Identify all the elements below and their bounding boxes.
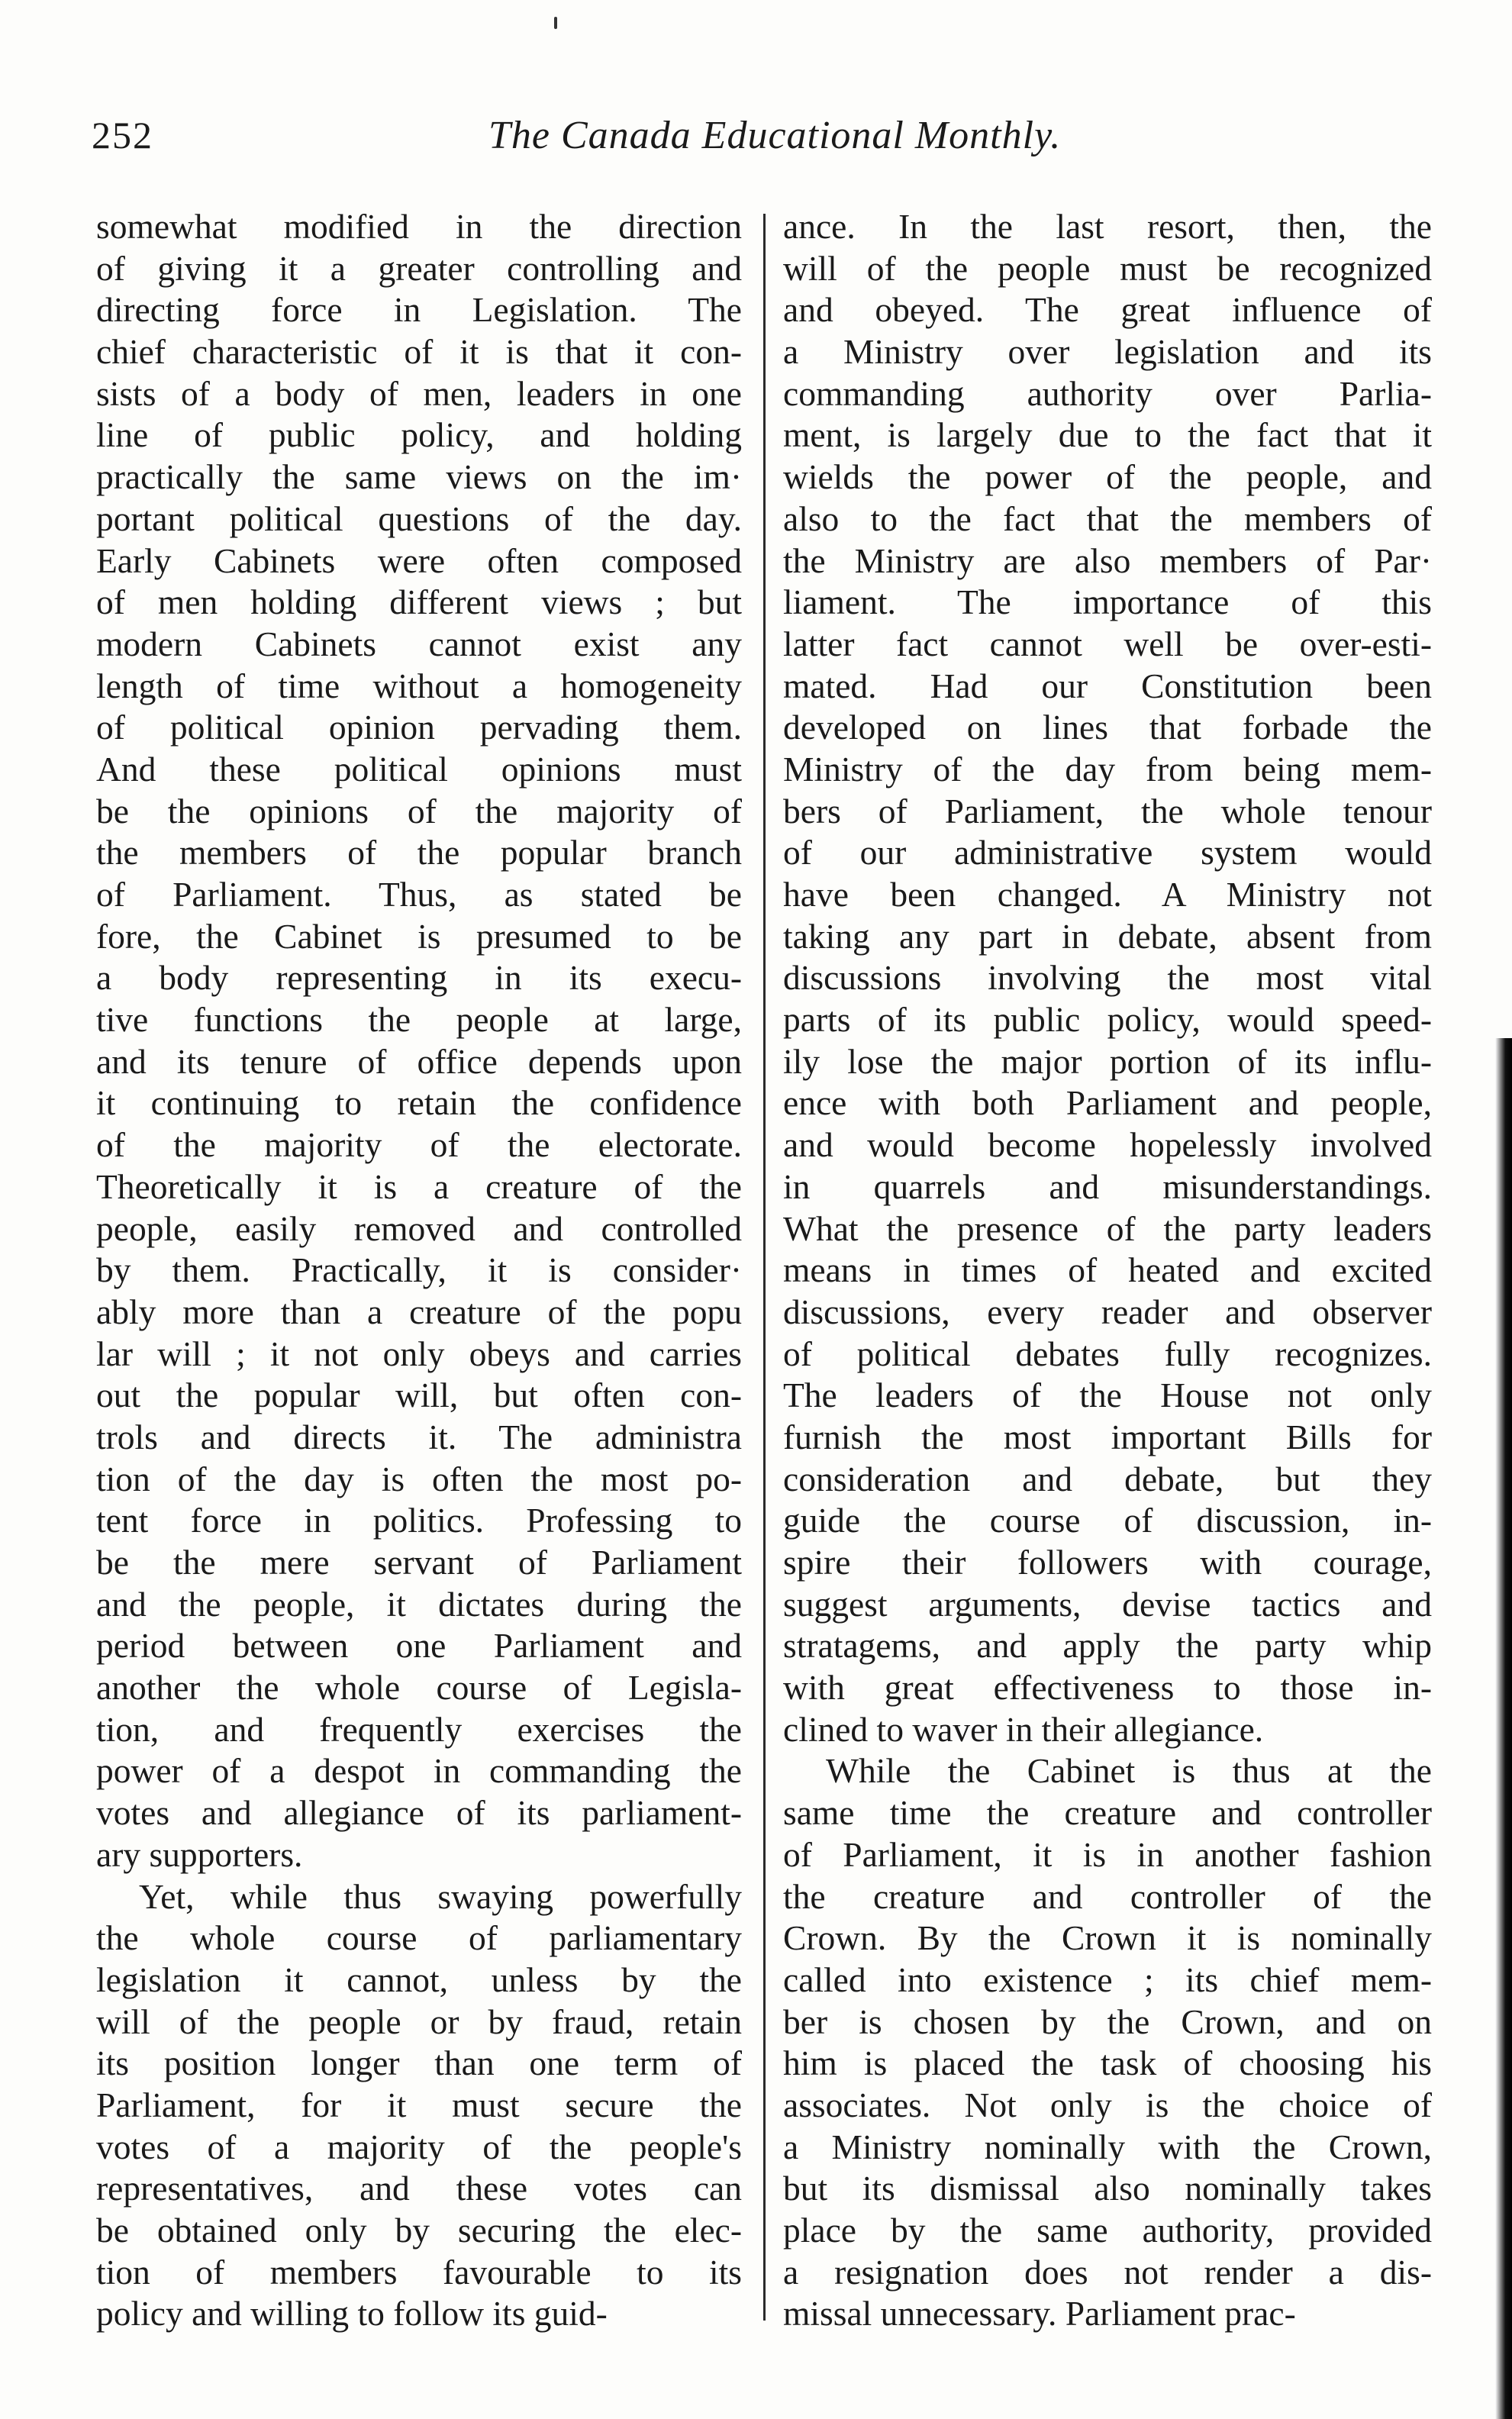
text-line: discussions involving the most vital (783, 958, 1432, 998)
text-line: line of public policy, and holding (96, 415, 742, 455)
text-line: tent force in politics. Professing to (96, 1501, 742, 1540)
text-line: power of a despot in commanding the (96, 1751, 742, 1791)
text-line: latter fact cannot well be over-esti- (783, 624, 1432, 663)
text-line: of Parliament. Thus, as stated be (96, 875, 742, 914)
text-line: legislation it cannot, unless by the (96, 1959, 742, 1999)
text-line: ily lose the major portion of its influ- (783, 1041, 1432, 1081)
page-edge-shadow (1495, 1038, 1512, 2419)
text-line: ably more than a creature of the popu (96, 1292, 742, 1331)
text-line: associates. Not only is the choice of (783, 2085, 1432, 2124)
text-line: lar will ; it not only obeys and carries (96, 1334, 742, 1373)
text-line: tion of members favourable to its (96, 2252, 742, 2292)
text-line: be the mere servant of Parliament (96, 1543, 742, 1582)
text-line: tion, and frequently exercises the (96, 1709, 742, 1749)
text-line: The leaders of the House not only (783, 1376, 1432, 1415)
text-line: practically the same views on the im· (96, 457, 742, 497)
text-line: people, easily removed and controlled (96, 1208, 742, 1248)
text-line: same time the creature and controller (783, 1793, 1432, 1833)
text-line: ment, is largely due to the fact that it (783, 415, 1432, 455)
text-line: trols and directs it. The administra (96, 1417, 742, 1456)
text-line: chief characteristic of it is that it con- (96, 332, 742, 372)
text-line: ber is chosen by the Crown, and on (783, 2001, 1432, 2041)
text-line: votes of a majority of the people's (96, 2127, 742, 2166)
text-line: modern Cabinets cannot exist any (96, 624, 742, 663)
text-line: but its dismissal also nominally takes (783, 2169, 1432, 2208)
text-line: have been changed. A Ministry not (783, 875, 1432, 914)
text-line: in quarrels and misunderstandings. (783, 1166, 1432, 1206)
text-line: developed on lines that forbade the (783, 708, 1432, 747)
text-line: parts of its public policy, would speed- (783, 1000, 1432, 1040)
text-line: discussions, every reader and observer (783, 1292, 1432, 1331)
text-line: portant political questions of the day. (96, 498, 742, 538)
text-line: the whole course of parliamentary (96, 1918, 742, 1958)
text-line: will of the people must be recognized (783, 248, 1432, 288)
text-line: somewhat modified in the direction (96, 207, 742, 246)
text-line: and the people, it dictates during the (96, 1584, 742, 1624)
text-line: the members of the popular branch (96, 833, 742, 872)
text-line: also to the fact that the members of (783, 498, 1432, 538)
text-line: ence with both Parliament and people, (783, 1083, 1432, 1123)
page-number: 252 (92, 114, 153, 156)
text-line: him is placed the task of choosing his (783, 2043, 1432, 2083)
text-line: of our administrative system would (783, 833, 1432, 872)
text-line: spire their followers with courage, (783, 1543, 1432, 1582)
text-line: and its tenure of office depends upon (96, 1041, 742, 1081)
text-line: period between one Parliament and (96, 1626, 742, 1666)
text-line: Crown. By the Crown it is nominally (783, 1918, 1432, 1958)
text-line: will of the people or by fraud, retain (96, 2001, 742, 2041)
text-line: fore, the Cabinet is presumed to be (96, 916, 742, 956)
text-line: be obtained only by securing the elec- (96, 2211, 742, 2250)
text-line: Yet, while thus swaying powerfully (139, 1876, 742, 1916)
text-line: be the opinions of the majority of (96, 791, 742, 831)
text-line: ary supporters. (96, 1834, 303, 1874)
text-line: of political debates fully recognizes. (783, 1334, 1432, 1373)
text-line: What the presence of the party leaders (783, 1208, 1432, 1248)
text-line: stratagems, and apply the party whip (783, 1626, 1432, 1666)
scan-speck (554, 17, 557, 29)
text-line: representatives, and these votes can (96, 2169, 742, 2208)
column-divider (763, 214, 766, 2321)
page-header (92, 113, 1420, 174)
text-line: sists of a body of men, leaders in one (96, 373, 742, 413)
text-line: votes and allegiance of its parliament- (96, 1793, 742, 1833)
text-line: guide the course of discussion, in- (783, 1501, 1432, 1540)
text-line: liament. The importance of this (783, 582, 1432, 622)
text-line: a resignation does not render a dis- (783, 2252, 1432, 2292)
text-line: a Ministry nominally with the Crown, (783, 2127, 1432, 2166)
text-line: the Ministry are also members of Par· (783, 540, 1432, 580)
text-line: policy and willing to follow its guid- (96, 2294, 608, 2334)
text-line: it continuing to retain the confidence (96, 1083, 742, 1123)
text-line: the creature and controller of the (783, 1876, 1432, 1916)
text-line: Ministry of the day from being mem- (783, 749, 1432, 789)
text-line: its position longer than one term of (96, 2043, 742, 2083)
text-line: tion of the day is often the most po- (96, 1459, 742, 1498)
text-line: of giving it a greater controlling and (96, 248, 742, 288)
text-line: directing force in Legislation. The (96, 290, 742, 330)
running-title: The Canada Educational Monthly. (488, 114, 1062, 157)
text-line: by them. Practically, it is consider· (96, 1250, 742, 1290)
text-line: place by the same authority, provided (783, 2211, 1432, 2250)
text-line: bers of Parliament, the whole tenour (783, 791, 1432, 831)
text-line: of Parliament, it is in another fashion (783, 1834, 1432, 1874)
text-line: suggest arguments, devise tactics and (783, 1584, 1432, 1624)
text-line: length of time without a homogeneity (96, 666, 742, 705)
text-line: Theoretically it is a creature of the (96, 1166, 742, 1206)
text-line: clined to waver in their allegiance. (783, 1709, 1264, 1749)
text-line: a Ministry over legislation and its (783, 332, 1432, 372)
text-line: missal unnecessary. Parliament prac- (783, 2294, 1296, 2334)
text-line: Parliament, for it must secure the (96, 2085, 742, 2124)
right-column (783, 206, 1432, 2335)
text-line: of political opinion pervading them. (96, 708, 742, 747)
text-line: and obeyed. The great influence of (783, 290, 1432, 330)
left-column (96, 206, 742, 2335)
text-line: tive functions the people at large, (96, 1000, 742, 1040)
text-line: wields the power of the people, and (783, 457, 1432, 497)
text-line: out the popular will, but often con- (96, 1376, 742, 1415)
text-line: consideration and debate, but they (783, 1459, 1432, 1498)
text-line: ance. In the last resort, then, the (783, 207, 1432, 246)
text-line: taking any part in debate, absent from (783, 916, 1432, 956)
text-line: and would become hopelessly involved (783, 1125, 1432, 1165)
text-line: furnish the most important Bills for (783, 1417, 1432, 1456)
text-line: Early Cabinets were often composed (96, 540, 742, 580)
text-line: a body representing in its execu- (96, 958, 742, 998)
text-line: means in times of heated and excited (783, 1250, 1432, 1290)
text-line: of the majority of the electorate. (96, 1125, 742, 1165)
text-line: mated. Had our Constitution been (783, 666, 1432, 705)
text-line: called into existence ; its chief mem- (783, 1959, 1432, 1999)
text-line: of men holding different views ; but (96, 582, 742, 622)
text-line: While the Cabinet is thus at the (826, 1751, 1432, 1791)
text-line: And these political opinions must (96, 749, 742, 789)
text-line: another the whole course of Legisla- (96, 1668, 742, 1708)
text-line: with great effectiveness to those in- (783, 1668, 1432, 1708)
text-line: commanding authority over Parlia- (783, 373, 1432, 413)
